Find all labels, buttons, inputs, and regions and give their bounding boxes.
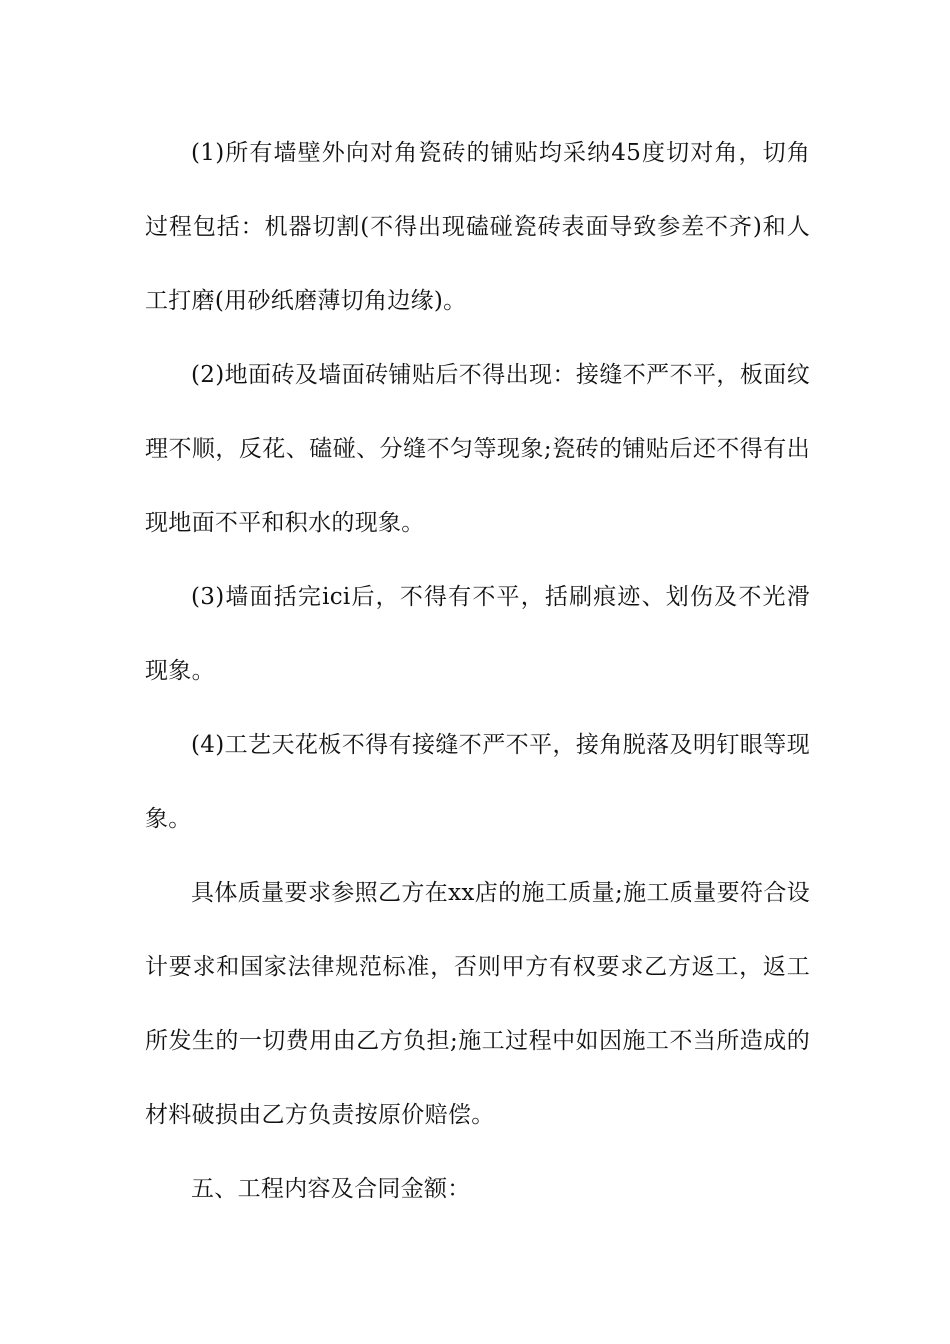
paragraph-quality-standards: 具体质量要求参照乙方在xx店的施工质量;施工质量要符合设计要求和国家法律规范标准，否则甲方有权要求乙方返工，返工所发生的一切费用由乙方负担;施工过程中如因施工不当所造成的材料破损由乙方负责按原价赔偿。 <box>145 880 810 1128</box>
paragraph-tile-laying-defects: (2)地面砖及墙面砖铺贴后不得出现：接缝不严不平，板面纹理不顺，反花、磕碰、分缝不匀等现象;瓷砖的铺贴后还不得有出现地面不平和积水的现象。 <box>145 362 810 536</box>
document-body <box>145 116 810 1226</box>
section-heading-contract-amount: 五、工程内容及合同金额： <box>191 1176 471 1202</box>
paragraph-wall-ici-finish: (3)墙面括完ici后，不得有不平，括刷痕迹、划伤及不光滑现象。 <box>145 584 810 684</box>
paragraph-ceiling-requirements: (4)工艺天花板不得有接缝不严不平，接角脱落及明钉眼等现象。 <box>145 732 810 832</box>
paragraph-tile-corner-cutting: (1)所有墙壁外向对角瓷砖的铺贴均采纳45度切对角，切角过程包括：机器切割(不得出现磕碰瓷砖表面导致参差不齐)和人工打磨(用砂纸磨薄切角边缘)。 <box>145 140 810 314</box>
